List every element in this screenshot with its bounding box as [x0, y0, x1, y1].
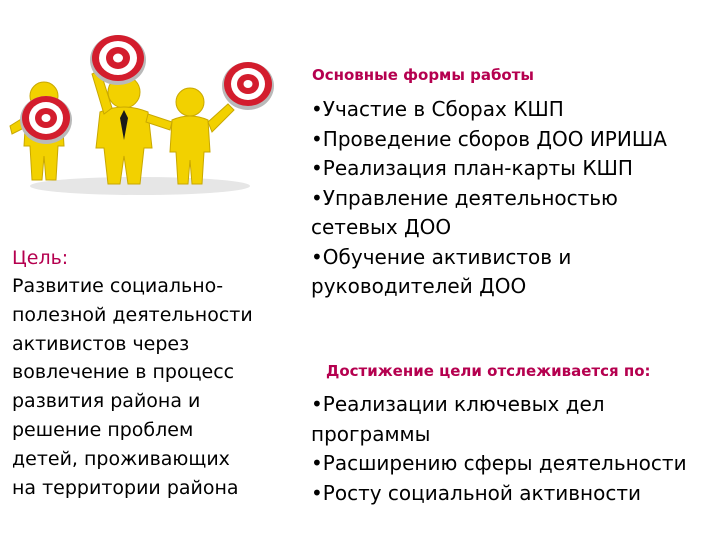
- list-item: •Реализация план-карты КШП: [311, 156, 633, 180]
- list-item: сетевых ДОО: [311, 215, 452, 239]
- goal-line: полезной деятельности: [12, 303, 253, 326]
- goal-line: на территории района: [12, 476, 239, 499]
- goal-line: развития района и: [12, 390, 201, 413]
- list-item: руководителей ДОО: [311, 274, 527, 298]
- center-figure-icon: [92, 70, 152, 184]
- goal-label: Цель:: [12, 247, 69, 269]
- goal-line: решение проблем: [12, 418, 194, 441]
- tracking-list: [311, 390, 716, 508]
- target-icon: [222, 62, 274, 110]
- goal-text: [12, 272, 302, 502]
- list-item: •Расширению сферы деятельности: [311, 451, 687, 475]
- list-item: •Управление деятельностью: [311, 185, 618, 210]
- team-target-figures-icon: [0, 28, 290, 198]
- list-item: •Участие в Сборах КШП: [311, 97, 564, 121]
- list-item: •Обучение активистов и: [311, 244, 572, 269]
- list-item: •Росту социальной активности: [311, 480, 641, 505]
- right-figure-icon: [146, 88, 234, 184]
- goal-line: вовлечение в процесс: [12, 361, 235, 384]
- target-icon: [90, 35, 146, 85]
- goal-line: Развитие социально-: [12, 275, 224, 297]
- list-item: программы: [311, 421, 431, 446]
- forms-heading: Основные формы работы: [312, 66, 534, 84]
- goal-line: активистов через: [12, 332, 190, 355]
- target-icon: [20, 96, 72, 144]
- tracking-heading: Достижение цели отслеживается по:: [326, 362, 651, 380]
- goal-block: [12, 244, 302, 502]
- list-item: •Проведение сборов ДОО ИРИША: [311, 126, 667, 151]
- forms-list: [311, 95, 711, 302]
- list-item: •Реализации ключевых дел: [311, 392, 605, 416]
- goal-line: детей, проживающих: [12, 447, 230, 470]
